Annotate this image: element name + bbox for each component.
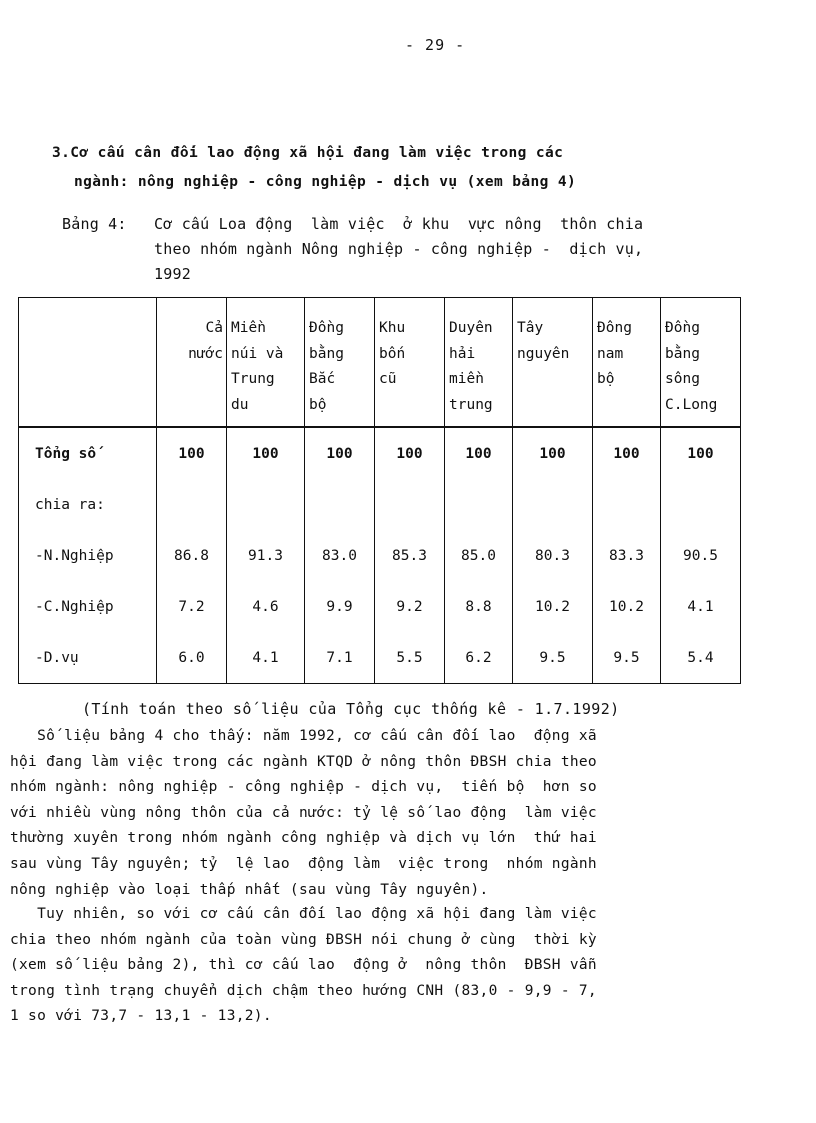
labor-structure-table	[18, 297, 741, 684]
table-cell: 85.0	[445, 530, 513, 581]
header-line: sông	[665, 371, 700, 387]
header-ca-nuoc	[157, 298, 227, 428]
header-line: C.Long	[665, 396, 718, 413]
table-cell	[375, 479, 445, 530]
table-cell: 5.4	[661, 632, 741, 684]
table-caption-line: theo nhóm ngành Nông nghiệp - công nghiệp - dịch vụ,	[154, 240, 644, 258]
table-cell: 86.8	[157, 530, 227, 581]
table-cell: 100	[593, 427, 661, 479]
paragraph-line: nông nghiệp vào loại thấp nhất (sau vùng Tây nguyên).	[10, 881, 489, 898]
paragraph-line: 1 so với 73,7 - 13,1 - 13,2).	[10, 1008, 272, 1025]
paragraph-line: với nhiều vùng nông thôn của cả nước: tỷ lệ số lao động làm việc	[10, 804, 597, 821]
table-cell	[513, 479, 593, 530]
paragraph-line: sau vùng Tây nguyên; tỷ lệ lao động làm việc trong nhóm ngành	[10, 855, 597, 872]
header-line: cũ	[379, 371, 397, 387]
header-line: Bắc	[309, 371, 336, 387]
table-cell: 6.2	[445, 632, 513, 684]
header-line: miền	[449, 371, 484, 387]
header-line: nguyên	[517, 345, 570, 362]
paragraph-line: chia theo nhóm ngành của toàn vùng ĐBSH nói chung ở cùng thời kỳ	[10, 931, 597, 948]
table-row-tong-so	[19, 427, 741, 479]
table-cell: 4.1	[661, 581, 741, 632]
header-line: bốn	[379, 345, 406, 362]
paragraph-line: Tuy nhiên, so với cơ cấu cân đối lao động xã hội đang làm việc	[10, 906, 597, 922]
table-cell	[445, 479, 513, 530]
header-line: du	[231, 396, 249, 413]
header-line: Tây	[517, 320, 544, 336]
header-tay-nguyen	[513, 298, 593, 428]
section-heading-line-2: ngành: nông nghiệp - công nghiệp - dịch vụ (xem bảng 4)	[74, 174, 577, 190]
table-cell: 7.2	[157, 581, 227, 632]
header-line: Đồng	[665, 320, 700, 336]
table-cell: 80.3	[513, 530, 593, 581]
table-cell: 100	[157, 427, 227, 479]
table-cell: 8.8	[445, 581, 513, 632]
table-cell	[661, 479, 741, 530]
table-caption-label: Bảng 4:	[62, 215, 127, 233]
header-line: nam	[597, 345, 624, 362]
header-line: Trung	[231, 371, 275, 387]
paragraph-line: Số liệu bảng 4 cho thấy: năm 1992, cơ cấu cân đối lao động xã	[10, 728, 597, 744]
header-line: bộ	[597, 371, 615, 387]
row-label: -C.Nghiệp	[19, 581, 157, 632]
header-blank	[19, 298, 157, 428]
header-dbscl	[661, 298, 741, 428]
row-label: -N.Nghiệp	[19, 530, 157, 581]
table-caption-text	[154, 212, 774, 287]
table-cell	[157, 479, 227, 530]
table-cell: 6.0	[157, 632, 227, 684]
table-cell	[305, 479, 375, 530]
table-cell: 100	[661, 427, 741, 479]
table-cell: 100	[375, 427, 445, 479]
header-line: bằng	[309, 345, 344, 362]
paragraph-line: (xem số liệu bảng 2), thì cơ cấu lao động ở nông thôn ĐBSH vẫn	[10, 957, 597, 974]
paragraph-2	[10, 902, 770, 1030]
table-cell: 9.5	[513, 632, 593, 684]
table-cell: 9.2	[375, 581, 445, 632]
table-cell: 100	[513, 427, 593, 479]
header-line: Cả	[205, 320, 223, 336]
table-row-dich-vu	[19, 632, 741, 684]
header-dong-bang-bac-bo	[305, 298, 375, 428]
row-label: chia ra:	[19, 479, 157, 530]
paragraph-line: thường xuyên trong nhóm ngành công nghiệp và dịch vụ lớn thứ hai	[10, 830, 597, 847]
table-cell: 83.0	[305, 530, 375, 581]
header-khu-bon-cu	[375, 298, 445, 428]
header-line: nước	[188, 345, 223, 362]
header-line: Duyên	[449, 320, 493, 336]
source-note: (Tính toán theo số liệu của Tổng cục thống kê - 1.7.1992)	[82, 700, 620, 718]
header-line: bằng	[665, 345, 700, 362]
table-cell: 10.2	[513, 581, 593, 632]
table-cell	[593, 479, 661, 530]
paragraph-1	[10, 724, 770, 903]
table-row-nong-nghiep	[19, 530, 741, 581]
header-duyen-hai	[445, 298, 513, 428]
paragraph-line: hội đang làm việc trong các ngành KTQD ở nông thôn ĐBSH chia theo	[10, 753, 597, 770]
table-cell: 91.3	[227, 530, 305, 581]
row-label: -D.vụ	[19, 632, 157, 684]
header-line: núi và	[231, 345, 284, 362]
header-mien-nui	[227, 298, 305, 428]
table-cell: 83.3	[593, 530, 661, 581]
header-line: bộ	[309, 396, 327, 413]
header-line: Đông	[597, 320, 632, 336]
table-cell: 9.5	[593, 632, 661, 684]
table-cell: 100	[445, 427, 513, 479]
header-line: trung	[449, 396, 493, 413]
table-cell: 4.6	[227, 581, 305, 632]
header-line: hải	[449, 345, 476, 362]
table-cell: 4.1	[227, 632, 305, 684]
row-label: Tổng số	[19, 427, 157, 479]
table-cell: 90.5	[661, 530, 741, 581]
table-header-row	[19, 298, 741, 428]
table-cell: 5.5	[375, 632, 445, 684]
table-cell: 10.2	[593, 581, 661, 632]
table-row-cong-nghiep	[19, 581, 741, 632]
section-heading	[52, 139, 576, 197]
table-row-chia-ra	[19, 479, 741, 530]
paragraph-line: nhóm ngành: nông nghiệp - công nghiệp - dịch vụ, tiến bộ hơn so	[10, 779, 597, 796]
table-caption-line: Cơ cấu Loa động làm việc ở khu vực nông thôn chia	[154, 215, 644, 233]
table-cell: 9.9	[305, 581, 375, 632]
table-cell: 85.3	[375, 530, 445, 581]
table-cell: 7.1	[305, 632, 375, 684]
table-cell: 100	[305, 427, 375, 479]
header-line: Khu	[379, 320, 406, 336]
paragraph-line: trong tình trạng chuyển dịch chậm theo hướng CNH (83,0 - 9,9 - 7,	[10, 982, 597, 999]
header-line: Đồng	[309, 320, 344, 336]
header-dong-nam-bo	[593, 298, 661, 428]
page-number: - 29 -	[405, 36, 466, 54]
header-line: Miền	[231, 320, 266, 336]
section-heading-line-1: 3.Cơ cấu cân đối lao động xã hội đang làm việc trong các	[52, 145, 564, 161]
table-cell: 100	[227, 427, 305, 479]
table-cell	[227, 479, 305, 530]
table-caption-line: 1992	[154, 265, 191, 283]
